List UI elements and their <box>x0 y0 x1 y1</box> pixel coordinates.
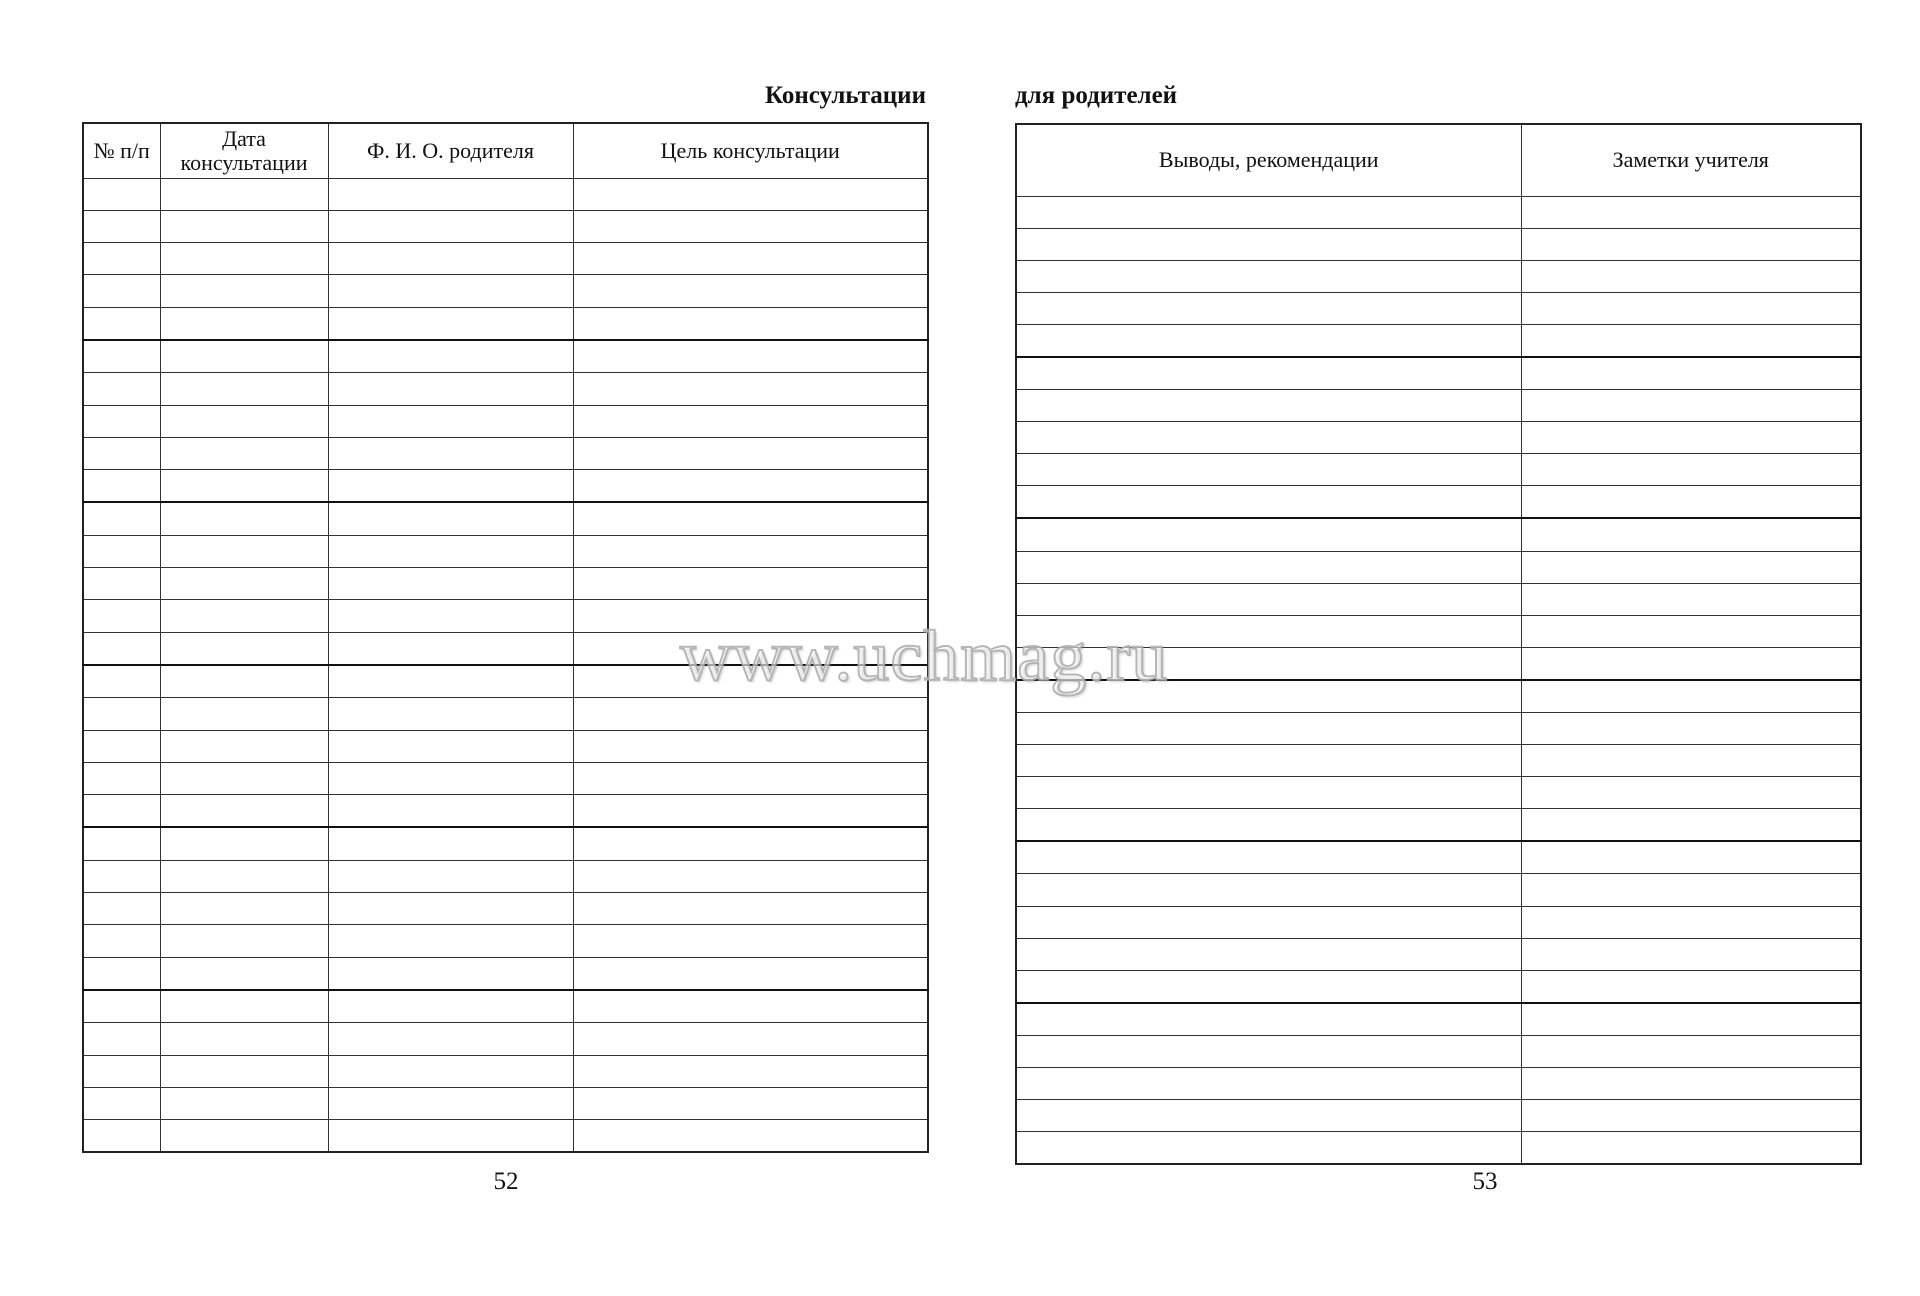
table-cell <box>1521 1003 1861 1036</box>
table-cell <box>160 698 328 730</box>
table-cell <box>1016 938 1521 970</box>
table-cell <box>573 437 928 469</box>
column-header-purpose: Цель консультации <box>573 123 928 178</box>
table-cell <box>1521 228 1861 260</box>
table-cell <box>1521 518 1861 551</box>
table-row <box>1016 357 1861 390</box>
table-cell <box>160 178 328 210</box>
table-cell <box>1016 390 1521 422</box>
table-cell <box>160 925 328 957</box>
table-cell <box>1521 1035 1861 1067</box>
table-row <box>1016 874 1861 906</box>
table-cell <box>328 698 573 730</box>
table-cell <box>1016 324 1521 357</box>
table-cell <box>83 437 160 469</box>
table-row <box>83 795 928 828</box>
table-cell <box>160 1120 328 1153</box>
table-cell <box>328 210 573 242</box>
table-cell <box>1016 777 1521 809</box>
table-cell <box>573 600 928 632</box>
table-header-row <box>1016 124 1861 196</box>
table-cell <box>328 632 573 665</box>
table-cell <box>1521 357 1861 390</box>
table-cell <box>83 502 160 535</box>
table-row <box>1016 680 1861 713</box>
table-cell <box>160 535 328 567</box>
table-cell <box>328 307 573 340</box>
table-cell <box>83 405 160 437</box>
table-cell <box>83 373 160 405</box>
table-cell <box>573 632 928 665</box>
table-cell <box>573 957 928 990</box>
table-cell <box>1521 486 1861 519</box>
table-cell <box>160 307 328 340</box>
table-cell <box>328 600 573 632</box>
table-cell <box>1016 583 1521 615</box>
table-row <box>83 178 928 210</box>
consultations-table-body <box>83 178 928 1152</box>
table-cell <box>328 762 573 794</box>
table-row <box>83 665 928 698</box>
table-cell <box>83 1055 160 1087</box>
table-row <box>83 1023 928 1055</box>
table-cell <box>573 568 928 600</box>
table-cell <box>160 632 328 665</box>
table-cell <box>1016 1132 1521 1165</box>
table-cell <box>1521 680 1861 713</box>
table-cell <box>1521 1100 1861 1132</box>
table-cell <box>1521 1132 1861 1165</box>
table-row <box>1016 777 1861 809</box>
table-cell <box>160 665 328 698</box>
table-row <box>1016 1035 1861 1067</box>
table-cell <box>1521 647 1861 680</box>
table-cell <box>1016 680 1521 713</box>
table-cell <box>573 762 928 794</box>
table-row <box>83 535 928 567</box>
table-header-row <box>83 123 928 178</box>
table-cell <box>1521 454 1861 486</box>
table-cell <box>83 860 160 892</box>
table-cell <box>1521 970 1861 1003</box>
conclusions-table <box>1015 123 1862 1165</box>
table-cell <box>573 210 928 242</box>
table-cell <box>1016 551 1521 583</box>
table-cell <box>328 535 573 567</box>
table-cell <box>1016 906 1521 938</box>
table-cell <box>1521 551 1861 583</box>
table-row <box>1016 390 1861 422</box>
table-cell <box>83 698 160 730</box>
table-cell <box>160 470 328 503</box>
table-cell <box>83 827 160 860</box>
table-cell <box>328 470 573 503</box>
table-row <box>83 568 928 600</box>
table-cell <box>573 860 928 892</box>
table-cell <box>1016 1035 1521 1067</box>
table-cell <box>83 275 160 307</box>
table-cell <box>160 210 328 242</box>
table-cell <box>328 1087 573 1119</box>
table-cell <box>1016 228 1521 260</box>
table-cell <box>573 307 928 340</box>
table-cell <box>328 178 573 210</box>
table-row <box>1016 1100 1861 1132</box>
table-cell <box>573 1120 928 1153</box>
table-cell <box>328 405 573 437</box>
table-cell <box>83 1120 160 1153</box>
table-cell <box>83 730 160 762</box>
table-row <box>1016 1003 1861 1036</box>
table-cell <box>160 730 328 762</box>
table-cell <box>328 795 573 828</box>
table-cell <box>83 1087 160 1119</box>
table-row <box>83 990 928 1023</box>
table-cell <box>1016 260 1521 292</box>
table-cell <box>83 178 160 210</box>
table-cell <box>1521 583 1861 615</box>
column-header-parent-name: Ф. И. О. родителя <box>328 123 573 178</box>
table-row <box>1016 292 1861 324</box>
table-row <box>83 437 928 469</box>
table-cell <box>328 340 573 373</box>
table-cell <box>573 665 928 698</box>
table-row <box>1016 615 1861 647</box>
table-cell <box>573 535 928 567</box>
table-cell <box>1521 615 1861 647</box>
table-cell <box>328 275 573 307</box>
column-header-teacher-notes: Заметки учителя <box>1521 124 1861 196</box>
table-cell <box>573 340 928 373</box>
table-row <box>1016 970 1861 1003</box>
table-cell <box>83 600 160 632</box>
table-cell <box>83 307 160 340</box>
table-cell <box>1016 615 1521 647</box>
table-row <box>1016 583 1861 615</box>
table-cell <box>573 990 928 1023</box>
table-cell <box>328 1120 573 1153</box>
table-cell <box>328 437 573 469</box>
table-cell <box>160 437 328 469</box>
table-cell <box>83 990 160 1023</box>
table-cell <box>328 990 573 1023</box>
table-cell <box>328 860 573 892</box>
table-cell <box>83 340 160 373</box>
table-cell <box>160 373 328 405</box>
table-cell <box>328 502 573 535</box>
table-cell <box>328 730 573 762</box>
page-title-left: Консультации <box>764 82 926 109</box>
page-title-right: для родителей <box>1015 82 1178 109</box>
table-cell <box>1521 938 1861 970</box>
table-row <box>83 1055 928 1087</box>
table-cell <box>573 178 928 210</box>
table-cell <box>573 925 928 957</box>
table-cell <box>160 243 328 275</box>
column-header-conclusions: Выводы, рекомендации <box>1016 124 1521 196</box>
table-cell <box>573 405 928 437</box>
table-cell <box>573 1023 928 1055</box>
table-cell <box>83 210 160 242</box>
table-cell <box>1016 422 1521 454</box>
table-cell <box>328 925 573 957</box>
table-cell <box>1521 422 1861 454</box>
table-cell <box>83 795 160 828</box>
table-row <box>83 243 928 275</box>
table-row <box>1016 713 1861 745</box>
table-cell <box>328 827 573 860</box>
table-cell <box>573 893 928 925</box>
page-number-left: 52 <box>493 1168 519 1195</box>
table-cell <box>573 275 928 307</box>
table-cell <box>160 860 328 892</box>
table-cell <box>328 1055 573 1087</box>
table-cell <box>1016 647 1521 680</box>
table-cell <box>160 600 328 632</box>
table-cell <box>1016 357 1521 390</box>
table-cell <box>1016 713 1521 745</box>
table-cell <box>83 1023 160 1055</box>
table-cell <box>1521 874 1861 906</box>
table-cell <box>1521 324 1861 357</box>
table-cell <box>1016 196 1521 228</box>
table-cell <box>1016 1003 1521 1036</box>
table-cell <box>573 698 928 730</box>
table-cell <box>328 568 573 600</box>
table-cell <box>1016 1100 1521 1132</box>
table-cell <box>160 1055 328 1087</box>
watermark: www.uchmag.ru <box>680 616 1169 696</box>
table-row <box>83 925 928 957</box>
table-row <box>1016 906 1861 938</box>
table-cell <box>1016 486 1521 519</box>
table-cell <box>328 373 573 405</box>
table-row <box>1016 647 1861 680</box>
table-row <box>1016 228 1861 260</box>
table-cell <box>1521 745 1861 777</box>
table-row <box>1016 938 1861 970</box>
table-cell <box>328 665 573 698</box>
table-cell <box>1521 841 1861 874</box>
table-cell <box>1016 970 1521 1003</box>
table-cell <box>83 632 160 665</box>
table-cell <box>1016 874 1521 906</box>
table-row <box>1016 518 1861 551</box>
table-cell <box>573 1087 928 1119</box>
table-cell <box>160 340 328 373</box>
conclusions-table-body <box>1016 196 1861 1164</box>
table-row <box>83 1087 928 1119</box>
column-header-number: № п/п <box>83 123 160 178</box>
table-row <box>83 762 928 794</box>
table-row <box>83 860 928 892</box>
table-row <box>1016 1132 1861 1165</box>
table-cell <box>1521 260 1861 292</box>
table-row <box>83 340 928 373</box>
table-cell <box>160 893 328 925</box>
table-row <box>1016 260 1861 292</box>
table-cell <box>1016 745 1521 777</box>
table-row <box>1016 324 1861 357</box>
table-cell <box>83 568 160 600</box>
table-cell <box>1016 809 1521 842</box>
table-cell <box>1521 196 1861 228</box>
table-cell <box>1016 518 1521 551</box>
table-cell <box>160 957 328 990</box>
table-row <box>83 405 928 437</box>
table-cell <box>1521 292 1861 324</box>
table-row <box>83 698 928 730</box>
table-cell <box>1016 841 1521 874</box>
table-row <box>1016 551 1861 583</box>
table-cell <box>160 405 328 437</box>
table-row <box>1016 486 1861 519</box>
table-cell <box>83 470 160 503</box>
column-header-date: Дата консультации <box>160 123 328 178</box>
table-cell <box>573 795 928 828</box>
table-cell <box>83 925 160 957</box>
table-cell <box>1016 1068 1521 1100</box>
table-cell <box>160 1087 328 1119</box>
table-cell <box>160 1023 328 1055</box>
table-cell <box>1016 292 1521 324</box>
table-cell <box>573 470 928 503</box>
table-cell <box>83 243 160 275</box>
table-row <box>1016 1068 1861 1100</box>
table-row <box>1016 841 1861 874</box>
table-cell <box>1521 777 1861 809</box>
table-cell <box>160 990 328 1023</box>
table-row <box>83 730 928 762</box>
table-cell <box>1521 906 1861 938</box>
table-cell <box>83 957 160 990</box>
table-cell <box>83 665 160 698</box>
table-cell <box>160 275 328 307</box>
table-cell <box>160 795 328 828</box>
table-cell <box>160 502 328 535</box>
table-cell <box>160 827 328 860</box>
table-row <box>1016 809 1861 842</box>
table-cell <box>573 502 928 535</box>
page-number-right: 53 <box>1472 1168 1498 1195</box>
table-row <box>83 827 928 860</box>
table-row <box>83 1120 928 1153</box>
table-row <box>1016 422 1861 454</box>
table-cell <box>328 1023 573 1055</box>
consultations-table <box>82 122 929 1153</box>
table-cell <box>1521 713 1861 745</box>
table-row <box>83 307 928 340</box>
table-cell <box>1521 1068 1861 1100</box>
table-row <box>83 600 928 632</box>
table-cell <box>1521 809 1861 842</box>
table-cell <box>83 762 160 794</box>
table-cell <box>573 827 928 860</box>
table-cell <box>573 1055 928 1087</box>
table-cell <box>328 957 573 990</box>
table-cell <box>83 535 160 567</box>
table-row <box>1016 454 1861 486</box>
table-cell <box>160 762 328 794</box>
table-row <box>83 210 928 242</box>
table-cell <box>1016 454 1521 486</box>
table-row <box>83 502 928 535</box>
table-row <box>83 893 928 925</box>
table-row <box>83 632 928 665</box>
table-row <box>83 957 928 990</box>
table-cell <box>83 893 160 925</box>
table-cell <box>573 730 928 762</box>
table-cell <box>160 568 328 600</box>
table-cell <box>328 243 573 275</box>
table-row <box>83 470 928 503</box>
table-cell <box>1521 390 1861 422</box>
table-row <box>83 275 928 307</box>
table-row <box>1016 745 1861 777</box>
table-cell <box>573 373 928 405</box>
table-row <box>1016 196 1861 228</box>
table-cell <box>573 243 928 275</box>
table-cell <box>328 893 573 925</box>
table-row <box>83 373 928 405</box>
